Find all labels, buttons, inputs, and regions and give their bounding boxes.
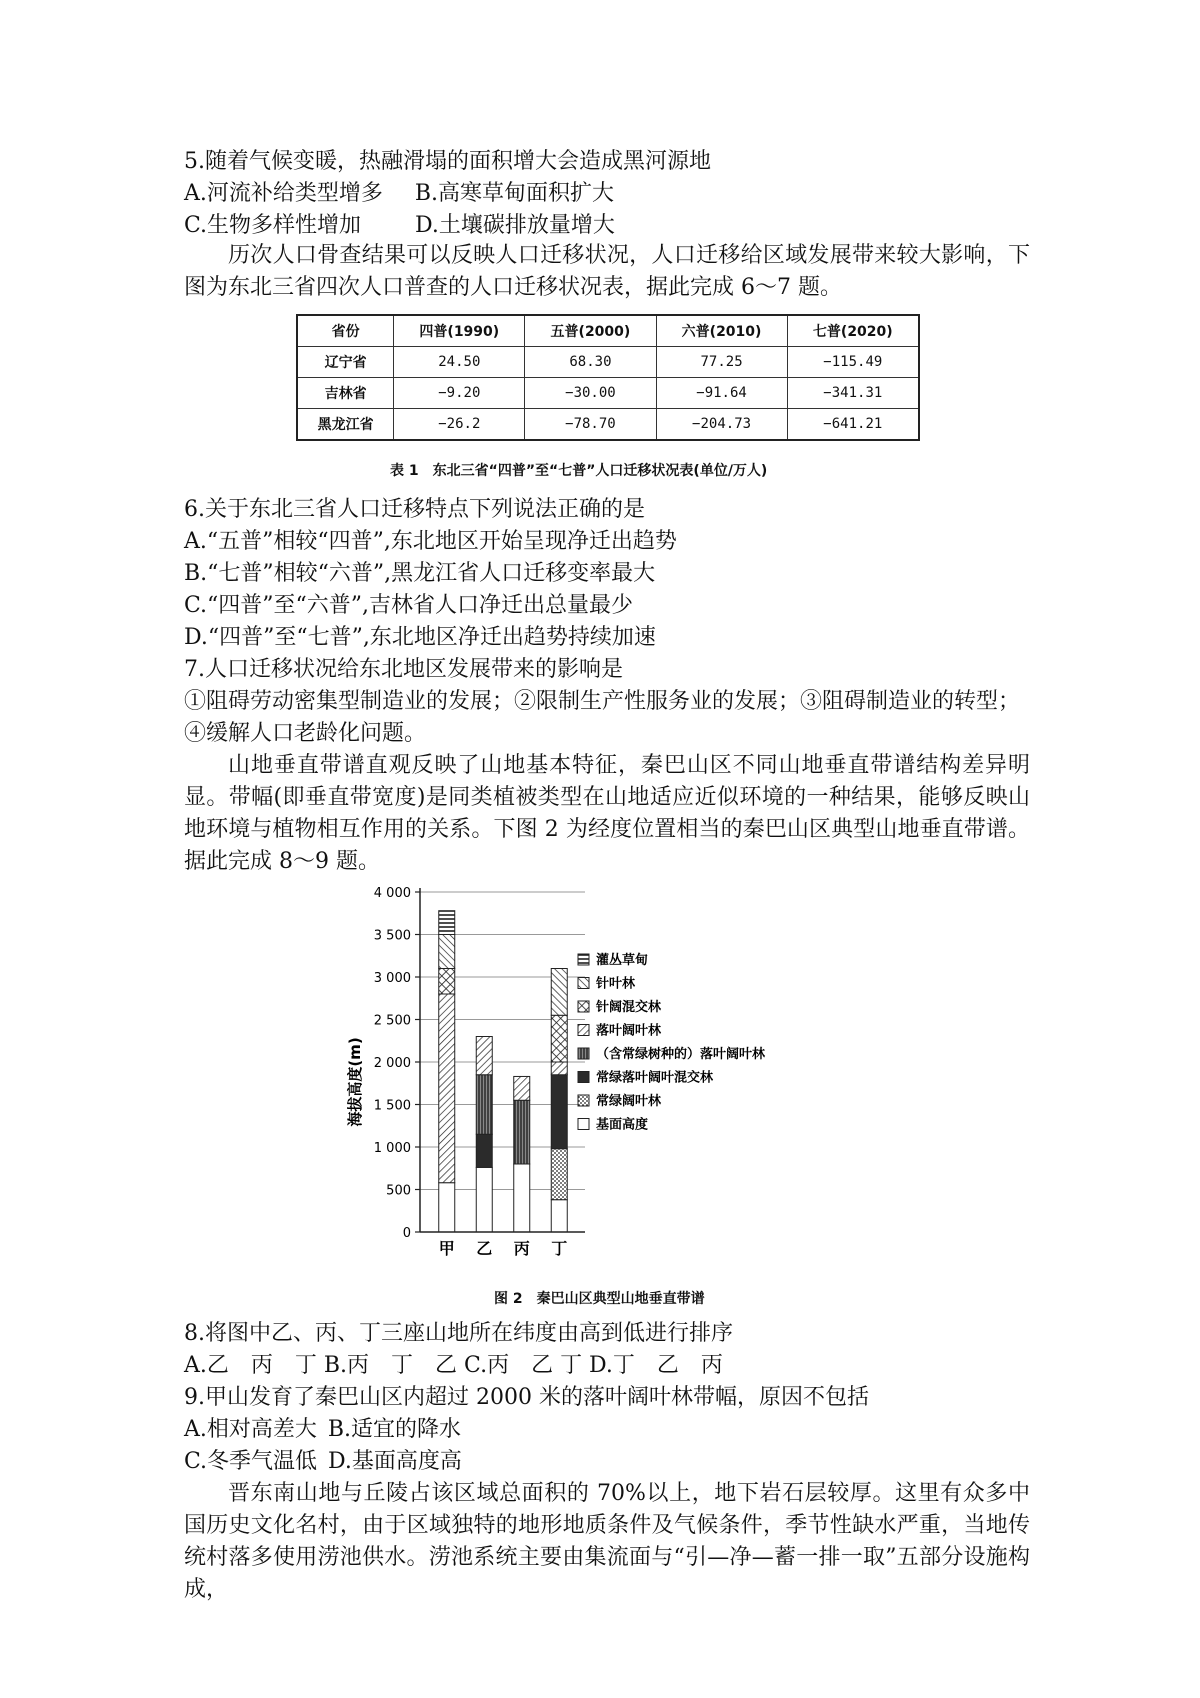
bar-segment [476, 1134, 492, 1167]
legend-swatch [578, 1001, 589, 1012]
q7-choices-line2: ④缓解人口老龄化问题。 [184, 721, 427, 746]
table-row [297, 378, 919, 409]
bar-segment [551, 1075, 567, 1149]
y-tick-label: 0 [402, 1226, 411, 1241]
q9-option-a: A.相对高差大 [184, 1417, 317, 1442]
q5-options-row1 [184, 178, 614, 210]
table-cell: −9.20 [394, 378, 525, 409]
bar-甲 [439, 911, 455, 1232]
y-tick-label: 3 000 [373, 971, 411, 986]
table-caption: 表 1 东北三省“四普”至“七普”人口迁移状况表(单位/万人) [390, 463, 768, 479]
bar-丁 [551, 969, 567, 1233]
legend-label: 落叶阔叶林 [596, 1023, 662, 1039]
q7-choices-line1: ①阻碍劳动密集型制造业的发展；②限制生产性服务业的发展；③阻碍制造业的转型； [184, 689, 1021, 714]
legend-label: 基面高度 [596, 1117, 649, 1133]
x-tick-label: 丙 [513, 1239, 530, 1258]
legend-swatch [578, 1025, 589, 1036]
table-cell: 68.30 [525, 347, 656, 378]
bar-segment [476, 1075, 492, 1135]
legend-label: 常绿阔叶林 [596, 1094, 662, 1109]
legend-swatch [578, 1095, 589, 1106]
q6-option-c: C.“四普”至“六普”,吉林省人口净迁出总量最少 [184, 593, 634, 618]
q6-option-d: D.“四普”至“七普”,东北地区净迁出趋势持续加速 [184, 625, 656, 650]
q7-stem: 7.人口迁移状况给东北地区发展带来的影响是 [184, 657, 623, 682]
table-cell: 辽宁省 [297, 347, 394, 378]
q9-stem: 9.甲山发育了秦巴山区内超过 2000 米的落叶阔叶林带幅，原因不包括 [184, 1385, 869, 1410]
y-tick-label: 1 500 [373, 1098, 411, 1114]
y-tick-label: 3 500 [373, 928, 411, 944]
q5-option-a: A.河流补给类型增多 [184, 181, 383, 206]
bar-segment [476, 1037, 492, 1075]
table-row [297, 409, 919, 441]
bar-segment [514, 1100, 530, 1164]
table-header-cell: 六普(2010) [656, 315, 787, 347]
table-cell: −341.31 [787, 378, 919, 409]
table-row [297, 347, 919, 378]
bar-segment [476, 1167, 492, 1232]
bar-segment [439, 1183, 455, 1232]
bar-segment [439, 935, 455, 969]
q9-options-row2 [184, 1446, 462, 1478]
x-tick-label: 甲 [438, 1239, 455, 1258]
migration-table [296, 314, 920, 441]
y-tick-label: 2 000 [373, 1056, 411, 1071]
q8-stem: 8.将图中乙、丙、丁三座山地所在纬度由高到低进行排序 [184, 1321, 733, 1346]
q9-option-b: B.适宜的降水 [327, 1417, 462, 1442]
x-axis-labels [439, 1239, 568, 1258]
vertical-zone-chart [340, 882, 880, 1282]
q9-options-row1 [184, 1414, 461, 1446]
legend-label: 针叶林 [596, 976, 636, 992]
legend-swatch [578, 978, 589, 989]
table-header-cell: 五普(2000) [525, 315, 656, 347]
legend-label: 灌丛草甸 [596, 953, 649, 968]
y-tick-label: 500 [386, 1183, 411, 1199]
bar-丙 [514, 1076, 530, 1232]
x-tick-label: 乙 [476, 1239, 493, 1258]
q5-options-row2 [184, 210, 615, 242]
q5-option-d: D.土壤碳排放量增大 [415, 213, 615, 238]
y-tick-label: 4 000 [373, 886, 411, 901]
legend-label: 常绿落叶阔叶混交林 [596, 1070, 714, 1086]
table-header-row [297, 315, 919, 347]
table-header-cell: 省份 [297, 315, 394, 347]
table-cell: 77.25 [656, 347, 787, 378]
chart-bars [439, 911, 568, 1232]
y-tick-label: 1 000 [373, 1141, 411, 1156]
bar-segment [551, 1062, 567, 1075]
legend-swatch [578, 954, 589, 965]
table-cell: −78.70 [525, 409, 656, 441]
table-cell: −91.64 [656, 378, 787, 409]
intro-8-9-paragraph: 山地垂直带谱直观反映了山地基本特征，秦巴山区不同山地垂直带谱结构差异明显。带幅(即垂直带宽度)是同类植被类型在山地适应近似环境的一种结果，能够反映山地环境与植物相互作用的关系。下图 2 为经度位置相当的秦巴山区典型山地垂直带谱。据此完成 8～9 题。 [184, 753, 1030, 874]
legend-label: （含常绿树种的）落叶阔叶林 [596, 1047, 766, 1062]
bar-segment [551, 1149, 567, 1200]
legend-swatch [578, 1119, 589, 1130]
chart-legend [578, 952, 766, 1133]
legend-swatch [578, 1072, 589, 1083]
table-header-cell: 七普(2020) [787, 315, 919, 347]
q5-option-c: C.生物多样性增加 [184, 213, 362, 238]
legend-swatch [578, 1048, 589, 1059]
figure-caption: 图 2 秦巴山区典型山地垂直带谱 [494, 1291, 705, 1307]
bar-segment [551, 1015, 567, 1062]
bar-segment [514, 1076, 530, 1100]
bar-segment [514, 1164, 530, 1232]
table-header-cell: 四普(1990) [394, 315, 525, 347]
intro-6-7-paragraph: 历次人口骨查结果可以反映人口迁移状况，人口迁移给区域发展带来较大影响，下图为东北三省四次人口普查的人口迁移状况表，据此完成 6～7 题。 [184, 243, 1030, 300]
q9-option-d: D.基面高度高 [328, 1449, 462, 1474]
q6-stem: 6.关于东北三省人口迁移特点下列说法正确的是 [184, 497, 645, 522]
legend-label: 针阔混交林 [596, 1000, 662, 1015]
x-tick-label: 丁 [551, 1239, 568, 1258]
table-cell: −641.21 [787, 409, 919, 441]
table-cell: −115.49 [787, 347, 919, 378]
table-cell: −204.73 [656, 409, 787, 441]
table-cell: 黑龙江省 [297, 409, 394, 441]
table-cell: 吉林省 [297, 378, 394, 409]
bar-segment [439, 994, 455, 1183]
bar-segment [439, 969, 455, 995]
q6-option-a: A.“五普”相较“四普”,东北地区开始呈现净迁出趋势 [184, 529, 677, 554]
table-cell: 24.50 [394, 347, 525, 378]
y-tick-label: 2 500 [373, 1013, 411, 1029]
table-cell: −30.00 [525, 378, 656, 409]
y-axis-ticks [374, 886, 420, 1241]
bar-segment [551, 1200, 567, 1232]
intro-final-paragraph: 晋东南山地与丘陵占该区域总面积的 70%以上，地下岩石层较厚。这里有众多中国历史文化名村，由于区域独特的地形地质条件及气候条件，季节性缺水严重，当地传统村落多使用涝池供水。涝池系统主要由集流面与“引—净—蓄一排一取”五部分设施构成， [184, 1481, 1030, 1602]
q5-stem: 5.随着气候变暖，热融滑塌的面积增大会造成黑河源地 [184, 149, 711, 174]
table-cell: −26.2 [394, 409, 525, 441]
q9-option-c: C.冬季气温低 [184, 1449, 318, 1474]
q6-option-b: B.“七普”相较“六普”,黑龙江省人口迁移变率最大 [184, 561, 656, 586]
y-axis-label: 海拔高度(m) [346, 1037, 364, 1127]
bar-乙 [476, 1037, 492, 1233]
q5-option-b: B.高寒草甸面积扩大 [414, 181, 615, 206]
q8-options: A.乙 丙 丁 B.丙 丁 乙 C.丙 乙 丁 D.丁 乙 丙 [184, 1353, 723, 1378]
bar-segment [439, 911, 455, 935]
bar-segment [551, 969, 567, 1016]
